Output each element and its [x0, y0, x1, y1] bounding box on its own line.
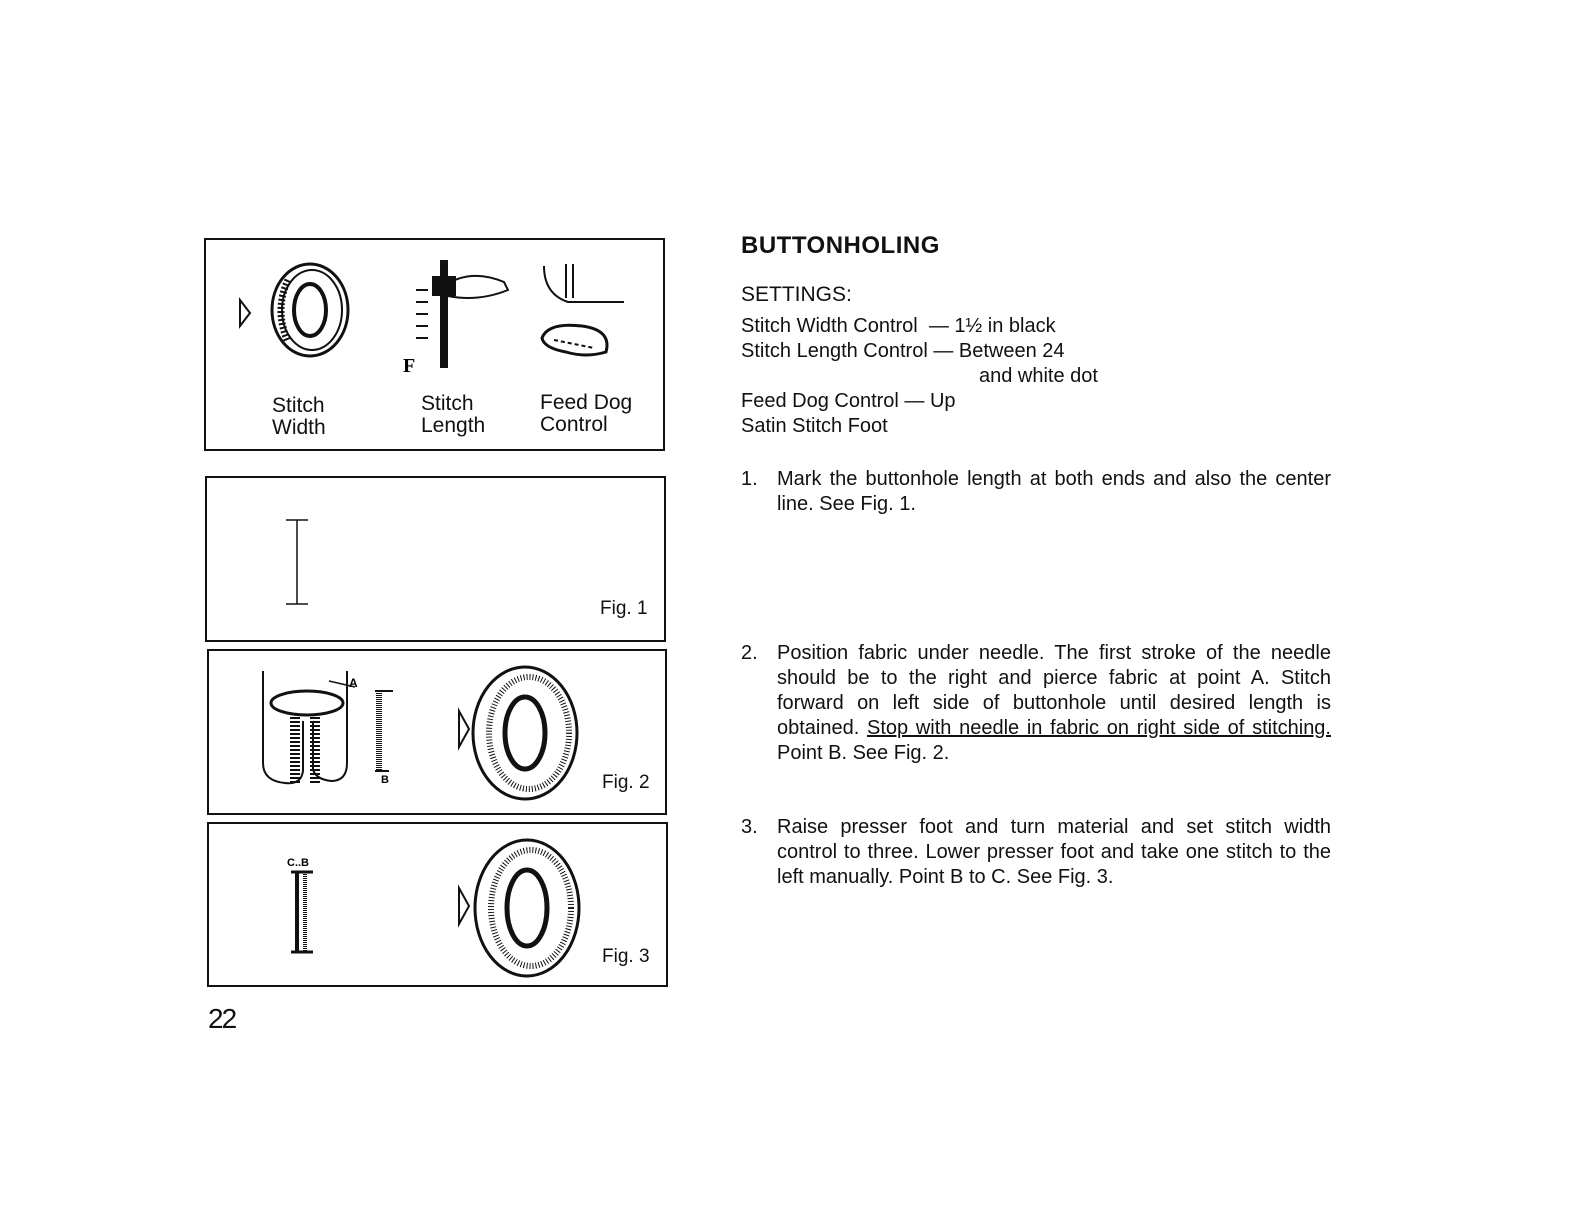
stitch-length-dial-icon: [416, 260, 508, 368]
section-title: BUTTONHOLING: [741, 232, 940, 259]
setting-feed-dog: Feed Dog Control — Up: [741, 390, 956, 412]
buttonhole-stitching-icon: [375, 691, 393, 771]
stitch-width-dial-icon: [240, 264, 348, 356]
step-number: 2.: [741, 642, 758, 664]
figure-1-box: [205, 476, 666, 642]
stitch-length-label: Stitch Length: [421, 392, 486, 437]
figure-1-caption: Fig. 1: [600, 598, 648, 619]
step-number: 1.: [741, 468, 758, 490]
step-3: [741, 815, 1331, 890]
underlined-instruction: Stop with needle in fabric on right side of stitching.: [867, 717, 1331, 739]
step-2: [741, 641, 1331, 766]
setting-stitch-length: Stitch Length Control — Between 24: [741, 340, 1065, 362]
settings-illustration-box: [204, 238, 665, 451]
buttonhole-step-3-illustration: [209, 824, 670, 989]
setting-stitch-length-cont: and white dot: [979, 365, 1098, 387]
points-c-b-label: C..B: [287, 857, 309, 869]
length-dial-f-mark: F: [403, 355, 416, 377]
buttonhole-length-mark-illustration: [207, 478, 668, 644]
figure-3-box: [207, 822, 668, 987]
step-1: [741, 467, 1331, 517]
setting-stitch-width: Stitch Width Control — 1½ in black: [741, 315, 1056, 337]
step-text: Raise presser foot and turn material and set stitch width control to three. Lower presser foot and take one stitch to the left manually. Point B to C. See Fig. 3.: [777, 816, 1331, 888]
presser-foot-icon: [263, 671, 355, 783]
figure-2-caption: Fig. 2: [602, 772, 650, 793]
buttonhole-stitching-icon: [291, 872, 313, 952]
setting-foot: Satin Stitch Foot: [741, 415, 888, 437]
step-text: Position fabric under needle. The first stroke of the needle should be to the right and pierce fabric at point A. Stitch forward on left side of buttonhole until desired length is obtained. Stop with needle in fabric on right side of stitching. Point B. See Fig. 2.: [777, 642, 1331, 764]
figure-3-caption: Fig. 3: [602, 946, 650, 967]
point-a-label: A: [349, 676, 358, 690]
stitch-width-dial-icon: [459, 667, 577, 799]
step-number: 3.: [741, 816, 758, 838]
figure-2-box: [207, 649, 667, 815]
stitch-width-label: Stitch Width: [272, 394, 326, 439]
buttonhole-step-2-illustration: [209, 651, 669, 817]
step-text: Mark the buttonhole length at both ends and also the center line. See Fig. 1.: [777, 468, 1331, 515]
point-b-label: B: [381, 774, 389, 786]
feed-dog-label: Feed Dog Control: [540, 391, 633, 436]
feed-dog-control-icon: [542, 264, 624, 355]
settings-heading: SETTINGS:: [741, 283, 852, 306]
page-number: 22: [208, 1003, 236, 1034]
stitch-width-dial-icon: [459, 840, 579, 976]
